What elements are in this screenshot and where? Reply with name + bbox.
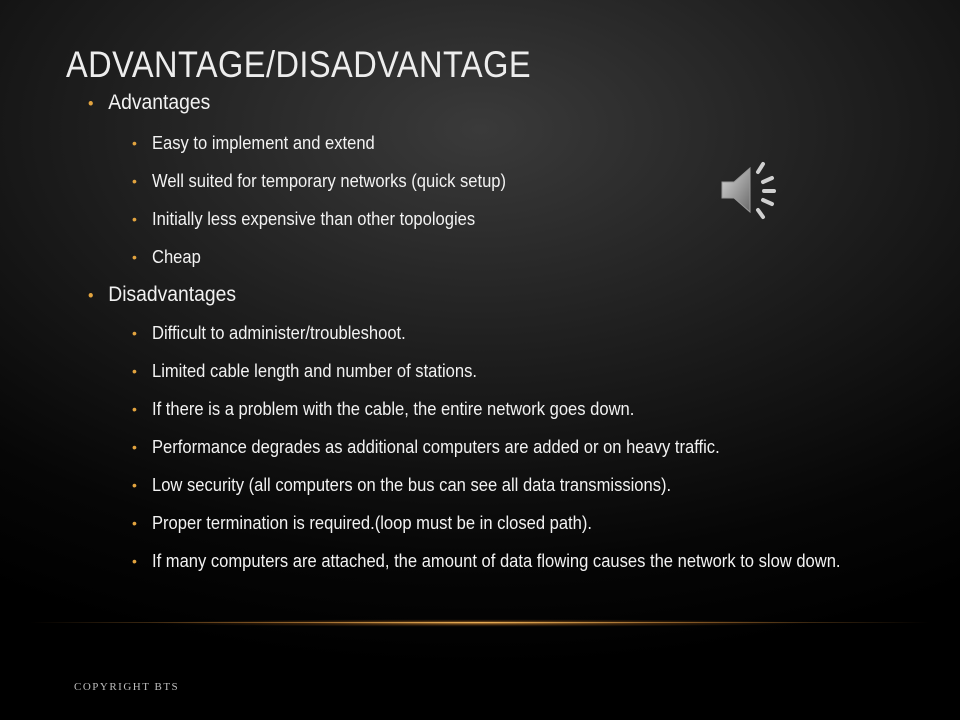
bullet-dot: • (132, 515, 137, 531)
list-item-disadvantage: • If many computers are attached, the amount of data flowing causes the network to slow down. (132, 551, 841, 571)
slide-title: ADVANTAGE/DISADVANTAGE (66, 44, 531, 85)
disadvantages-heading: • Disadvantages (88, 282, 778, 308)
list-item-disadvantage: • Difficult to administer/troubleshoot. (132, 323, 406, 343)
bullet-dot: • (132, 325, 137, 341)
footer-copyright: COPYRIGHT BTS (74, 681, 180, 693)
list-item-disadvantage: • If there is a problem with the cable, the entire network goes down. (132, 399, 635, 419)
divider-glow (40, 618, 920, 628)
bullet-dot: • (132, 553, 137, 569)
bullet-dot: • (88, 94, 94, 113)
list-item-disadvantage: • Low security (all computers on the bus can see all data transmissions). (132, 475, 672, 495)
bullet-dot: • (132, 173, 137, 189)
bullet-dot: • (132, 439, 137, 455)
speaker-icon[interactable] (716, 160, 786, 220)
list-item-advantage: • Easy to implement and extend (132, 133, 375, 153)
bullet-dot: • (132, 477, 137, 493)
bullet-dot: • (132, 135, 137, 151)
list-item-disadvantage: • Proper termination is required.(loop must be in closed path). (132, 513, 592, 533)
list-item-advantage: • Cheap (132, 247, 201, 267)
bullet-dot: • (132, 401, 137, 417)
divider-line (30, 622, 930, 623)
list-item-disadvantage: • Limited cable length and number of stations. (132, 361, 477, 381)
bullet-dot: • (132, 211, 137, 227)
list-item-disadvantage: • Performance degrades as additional computers are added or on heavy traffic. (132, 437, 720, 457)
bullet-dot: • (88, 286, 94, 305)
bullet-dot: • (132, 249, 137, 265)
list-item-advantage: • Well suited for temporary networks (quick setup) (132, 171, 507, 191)
bullet-dot: • (132, 363, 137, 379)
list-item-advantage: • Initially less expensive than other topologies (132, 209, 476, 229)
advantages-heading: • Advantages (88, 90, 778, 116)
